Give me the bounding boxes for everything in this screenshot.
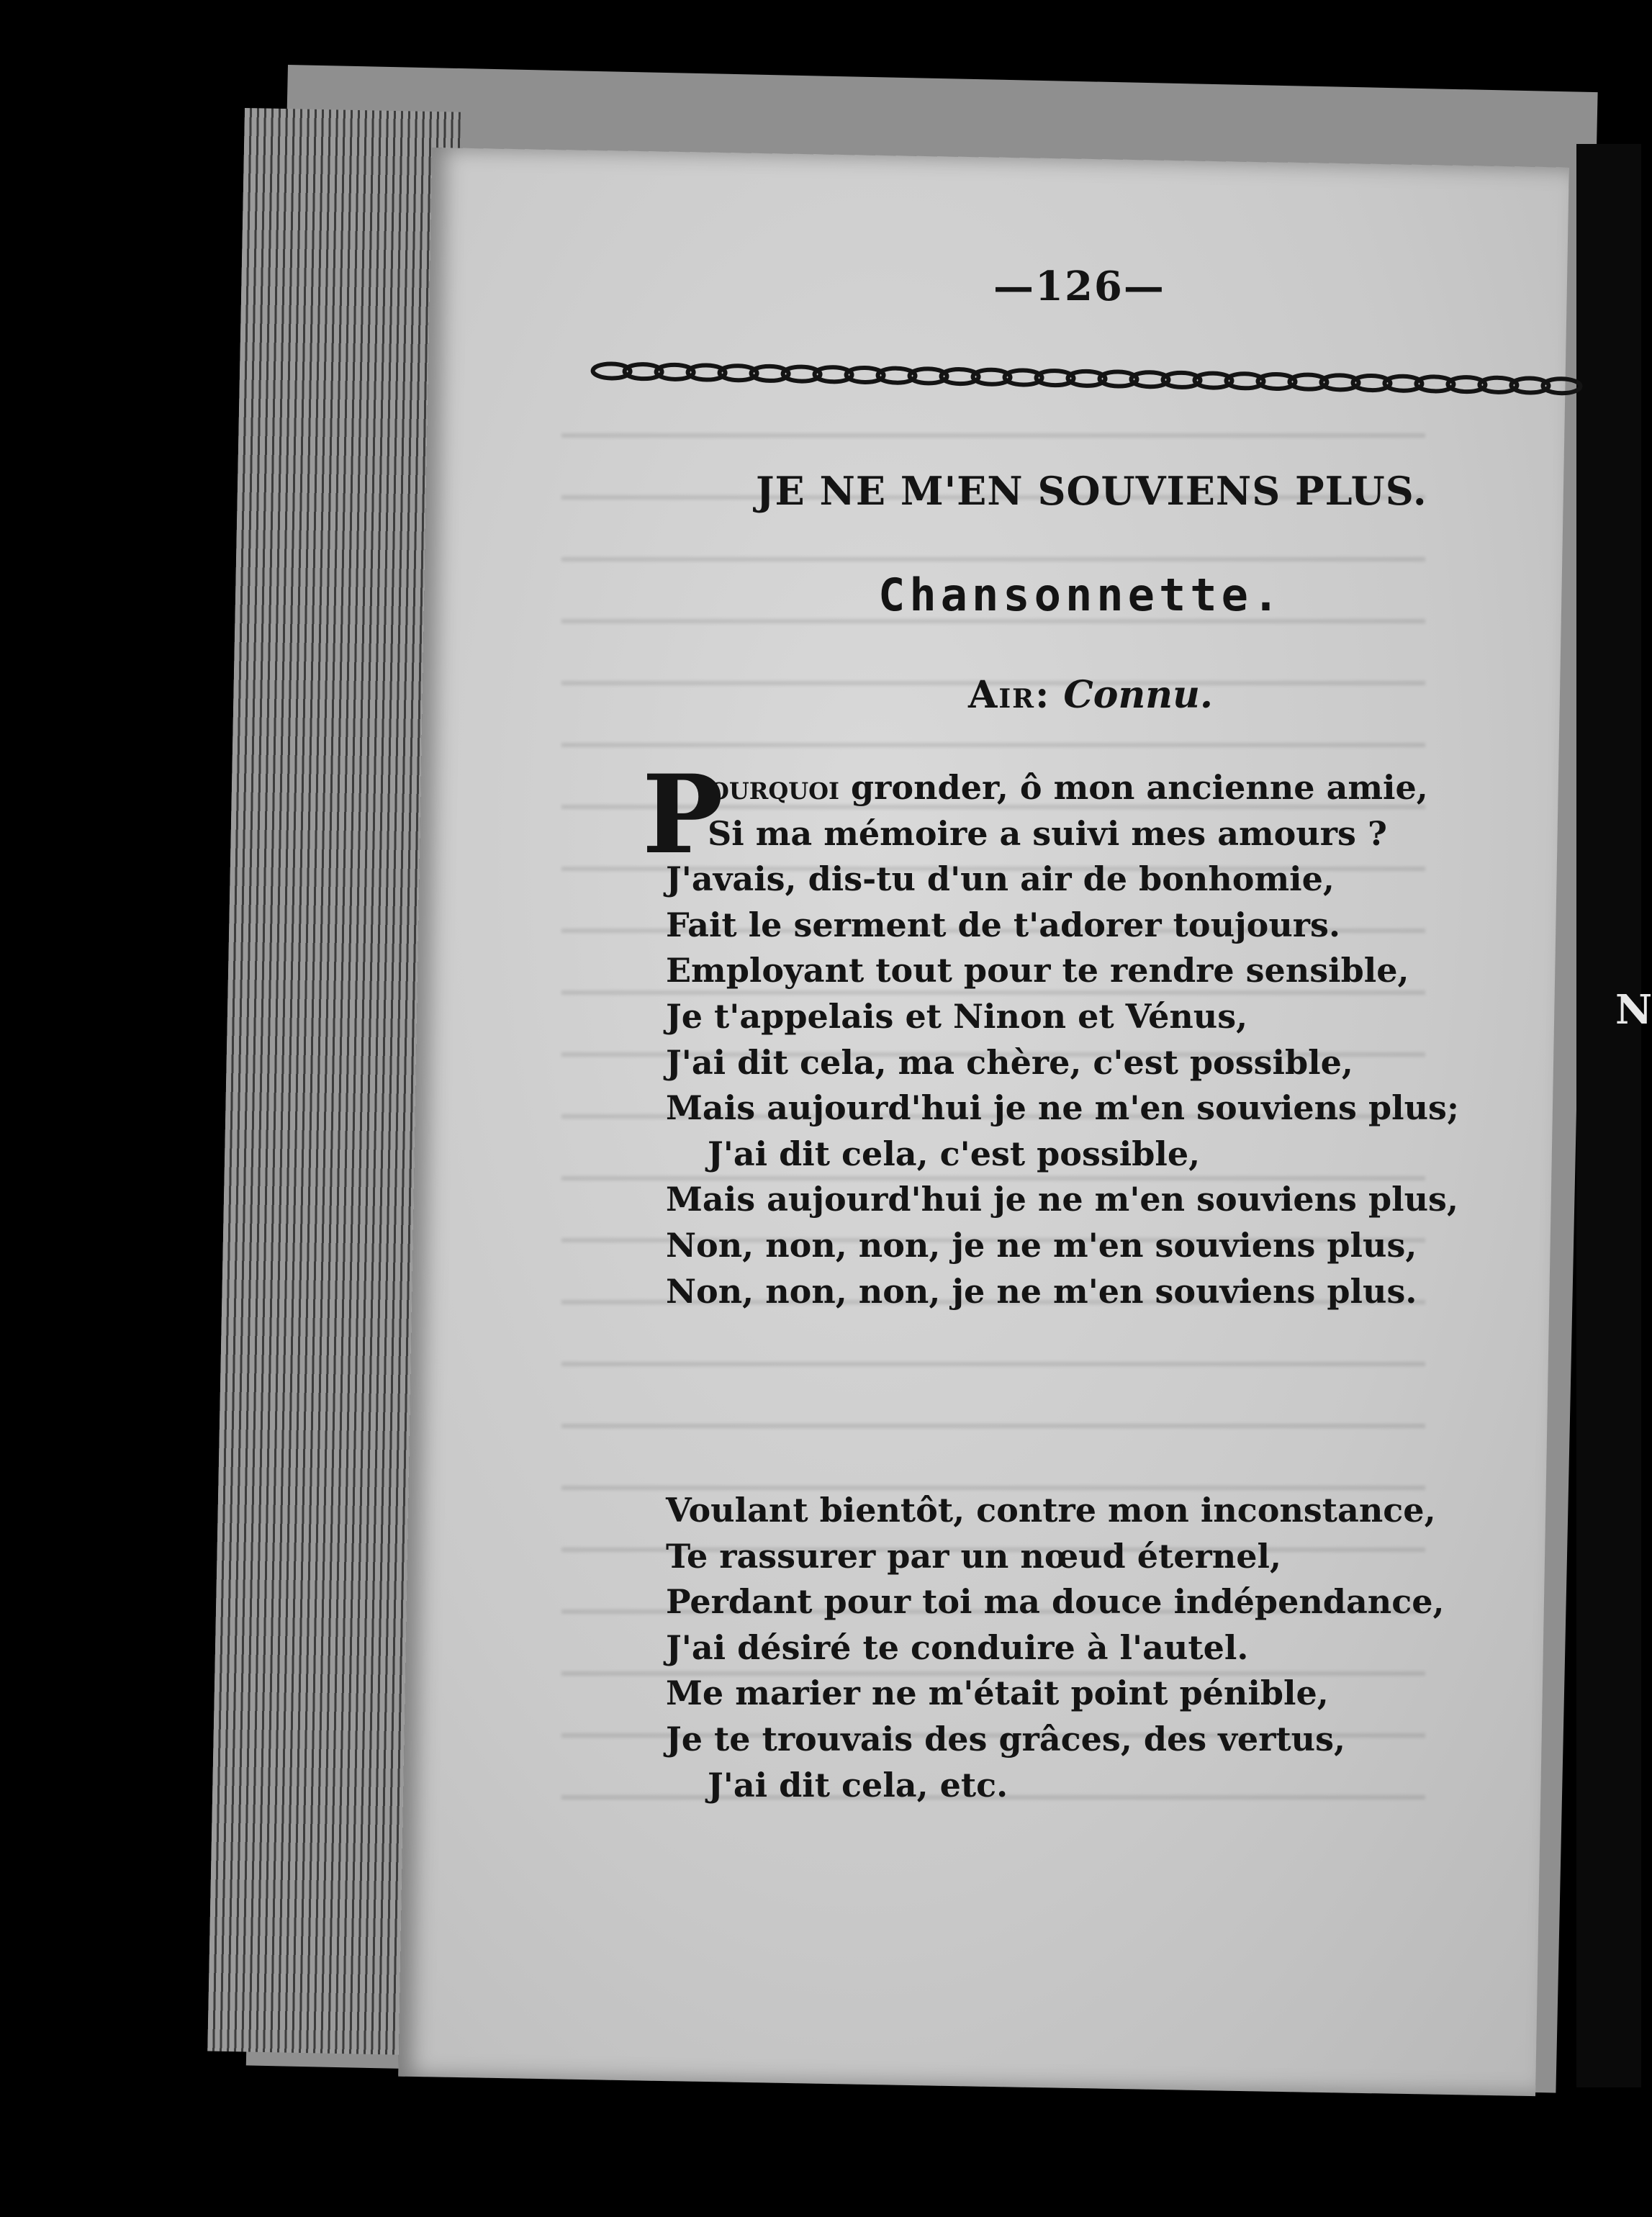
tune-line (968, 673, 1213, 717)
verse-line: Fait le serment de t'adorer toujours. (666, 905, 1340, 944)
verse-line: Je t'appelais et Ninon et Vénus, (666, 996, 1248, 1036)
ornament-divider-icon (590, 353, 1584, 405)
verse-line: Je te trouvais des grâces, des vertus, (666, 1719, 1346, 1758)
verse-line: Te rassurer par un nœud éternel, (666, 1536, 1281, 1576)
verse-line: Employant tout pour te rendre sensible, (666, 951, 1409, 990)
verse-line: Perdant pour toi ma douce indépendance, (666, 1582, 1445, 1622)
stanza-1 (642, 751, 1459, 1314)
verse-line: J'ai désiré te conduire à l'autel. (666, 1627, 1249, 1667)
verse-line: J'avais, dis-tu d'un air de bonhomie, (666, 859, 1335, 899)
verse-line: Non, non, non, je ne m'en souviens plus. (666, 1271, 1417, 1311)
verse-line: Voulant bientôt, contre mon inconstance, (666, 1491, 1436, 1530)
verse-line: Me marier ne m'était point pénible, (666, 1674, 1329, 1713)
stanza-2 (666, 1488, 1445, 1808)
facing-page-letter: N (1615, 986, 1652, 1034)
verse-line: Non, non, non, je ne m'en souviens plus, (666, 1225, 1417, 1265)
verse-line: Si ma mémoire a suivi mes amours ? (708, 813, 1387, 853)
tune-label: Air: (968, 673, 1051, 717)
song-subtitle: Chansonnette. (878, 569, 1284, 621)
verse-line: J'ai dit cela, c'est possible, (708, 1134, 1201, 1173)
tune-value: Connu. (1063, 673, 1214, 717)
page-number: —126— (993, 263, 1165, 310)
song-title: JE NE M'EN SOUVIENS PLUS. (756, 468, 1427, 514)
verse-line: J'ai dit cela, etc. (708, 1765, 1008, 1805)
verse-line: J'ai dit cela, ma chère, c'est possible, (666, 1042, 1353, 1082)
first-word: ourquoi (709, 768, 839, 807)
verse-line: Mais aujourd'hui je ne m'en souviens plus; (666, 1088, 1459, 1128)
verse-line: Mais aujourd'hui je ne m'en souviens plus, (666, 1180, 1458, 1219)
drop-cap: P (642, 751, 723, 878)
first-line-rest: gronder, ô mon ancienne amie, (839, 768, 1428, 807)
